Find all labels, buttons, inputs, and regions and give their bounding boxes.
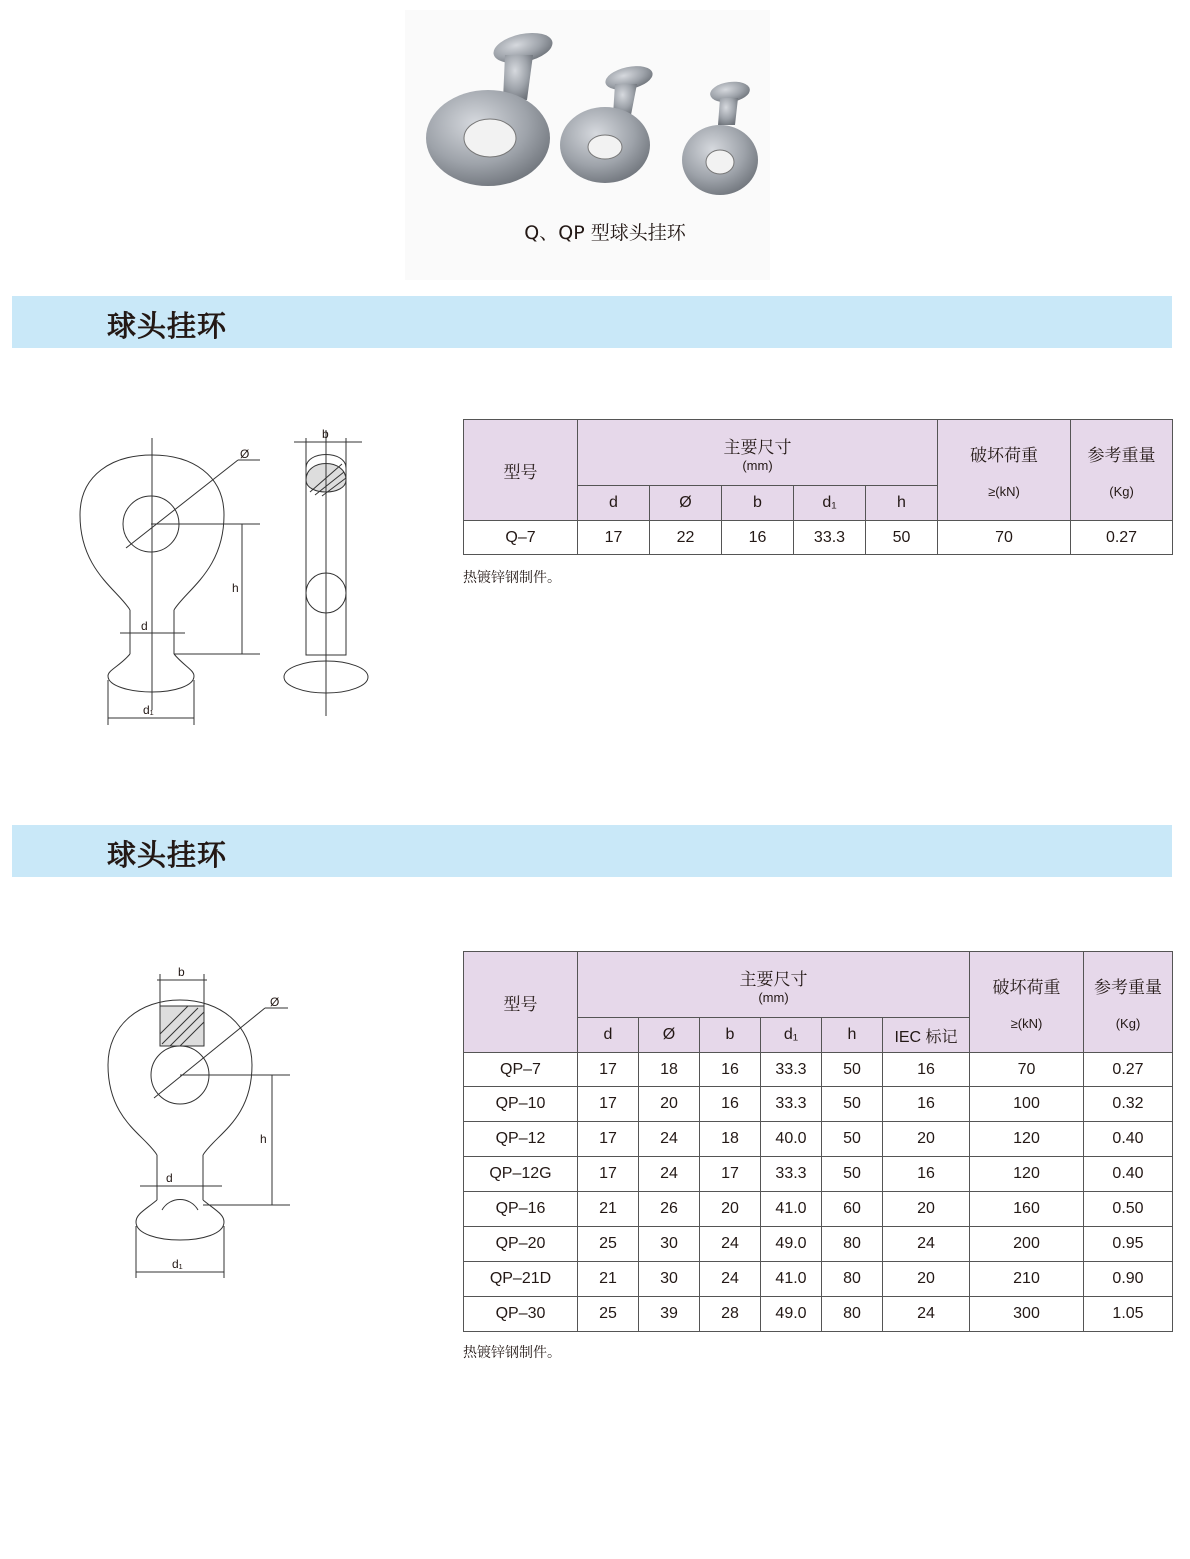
section-title: 球头挂环 (107, 309, 228, 343)
header-dimensions: 主要尺寸 (mm) (578, 420, 938, 486)
header-weight: 参考重量 (Kg) (1084, 952, 1173, 1053)
header-phi: Ø (650, 486, 722, 521)
label-d1: d₁ (143, 703, 154, 717)
header-model: 型号 (464, 420, 578, 521)
table-row: QP–12 17 24 18 40.0 50 20 120 0.40 (464, 1122, 1173, 1157)
section-banner-2 (12, 825, 1172, 877)
header-iec: IEC 标记 (883, 1018, 970, 1053)
material-note: 热镀锌钢制件。 (463, 570, 561, 586)
q-spec-table (463, 419, 1173, 555)
header-b: b (700, 1018, 761, 1053)
ball-eye-photo-illustration (405, 10, 770, 210)
header-d1: d₁ (761, 1018, 822, 1053)
table-row: QP–12G 17 24 17 33.3 50 16 120 0.40 (464, 1157, 1173, 1192)
header-d1: d₁ (794, 486, 866, 521)
section-banner-1 (12, 296, 1172, 348)
label-phi: Ø (240, 447, 250, 461)
header-h: h (822, 1018, 883, 1053)
header-b: b (722, 486, 794, 521)
label-b: b (178, 965, 185, 979)
table-row: QP–10 17 20 16 33.3 50 16 100 0.32 (464, 1087, 1173, 1122)
table-row: QP–30 25 39 28 49.0 80 24 300 1.05 (464, 1297, 1173, 1332)
table-row: QP–21D 21 30 24 41.0 80 20 210 0.90 (464, 1262, 1173, 1297)
header-load: 破坏荷重 ≥(kN) (938, 420, 1071, 521)
qp-type-technical-drawing (100, 960, 340, 1290)
label-h: h (232, 581, 239, 595)
label-b: b (322, 427, 329, 441)
header-phi: Ø (639, 1018, 700, 1053)
header-dimensions: 主要尺寸 (mm) (578, 952, 970, 1018)
photo-caption: Q、QP 型球头挂环 (524, 222, 686, 244)
label-d1: d₁ (172, 1257, 183, 1271)
header-d: d (578, 486, 650, 521)
q-type-technical-drawing (60, 420, 390, 740)
header-load: 破坏荷重 ≥(kN) (970, 952, 1084, 1053)
table-row: QP–7 17 18 16 33.3 50 16 70 0.27 (464, 1053, 1173, 1087)
header-h: h (866, 486, 938, 521)
label-d: d (166, 1171, 173, 1185)
table-row: QP–16 21 26 20 41.0 60 20 160 0.50 (464, 1192, 1173, 1227)
material-note: 热镀锌钢制件。 (463, 1345, 561, 1361)
header-d: d (578, 1018, 639, 1053)
label-d: d (141, 619, 148, 633)
table-row: Q–7 17 22 16 33.3 50 70 0.27 (464, 521, 1173, 555)
label-h: h (260, 1132, 267, 1146)
header-weight: 参考重量 (Kg) (1071, 420, 1173, 521)
qp-spec-table (463, 951, 1173, 1332)
section-title: 球头挂环 (107, 838, 228, 872)
qp-table-body (464, 1053, 1173, 1332)
table-row: QP–20 25 30 24 49.0 80 24 200 0.95 (464, 1227, 1173, 1262)
label-phi: Ø (270, 995, 280, 1009)
header-model: 型号 (464, 952, 578, 1053)
